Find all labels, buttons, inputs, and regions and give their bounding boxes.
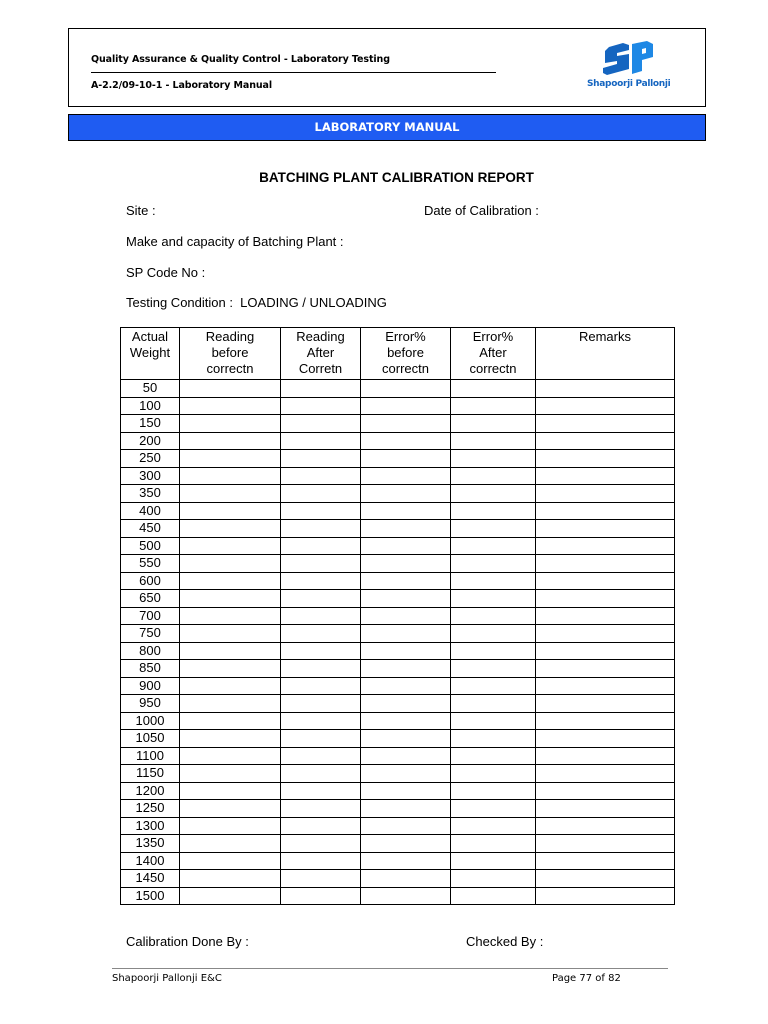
date-of-calibration-label: Date of Calibration : [424, 203, 539, 218]
entry-cell[interactable] [536, 642, 675, 660]
entry-cell[interactable] [451, 852, 536, 870]
entry-cell[interactable] [536, 572, 675, 590]
entry-cell[interactable] [451, 677, 536, 695]
logo-wordmark: Shapoorji Pallonji [587, 79, 671, 89]
table-row [121, 397, 675, 415]
actual-weight-cell: 1200 [121, 782, 180, 800]
entry-cell[interactable] [361, 677, 451, 695]
entry-cell[interactable] [536, 817, 675, 835]
entry-cell[interactable] [361, 572, 451, 590]
actual-weight-cell: 200 [121, 432, 180, 450]
table-row [121, 747, 675, 765]
entry-cell[interactable] [536, 555, 675, 573]
entry-cell[interactable] [451, 432, 536, 450]
column-header-line: correctn [469, 361, 517, 376]
entry-cell[interactable] [361, 852, 451, 870]
entry-cell[interactable] [451, 415, 536, 433]
entry-cell[interactable] [361, 642, 451, 660]
actual-weight-cell: 1450 [121, 870, 180, 888]
entry-cell[interactable] [281, 537, 361, 555]
entry-cell[interactable] [281, 467, 361, 485]
entry-cell[interactable] [281, 380, 361, 398]
footer-page-number: Page 77 of 82 [552, 973, 621, 984]
actual-weight-cell: 400 [121, 502, 180, 520]
entry-cell[interactable] [180, 835, 281, 853]
table-row [121, 835, 675, 853]
entry-cell[interactable] [281, 625, 361, 643]
table-row [121, 625, 675, 643]
actual-weight-cell: 700 [121, 607, 180, 625]
report-title: BATCHING PLANT CALIBRATION REPORT [259, 170, 534, 185]
entry-cell[interactable] [536, 870, 675, 888]
entry-cell[interactable] [536, 660, 675, 678]
entry-cell[interactable] [536, 677, 675, 695]
entry-cell[interactable] [451, 397, 536, 415]
column-header-line: Remarks [578, 329, 631, 344]
table-row [121, 467, 675, 485]
entry-cell[interactable] [451, 642, 536, 660]
table-row [121, 607, 675, 625]
entry-cell[interactable] [361, 537, 451, 555]
site-label: Site : [126, 203, 156, 218]
entry-cell[interactable] [451, 520, 536, 538]
column-header-line: Corretn [298, 361, 343, 376]
entry-cell[interactable] [361, 747, 451, 765]
entry-cell[interactable] [536, 835, 675, 853]
entry-cell[interactable] [180, 450, 281, 468]
entry-cell[interactable] [451, 450, 536, 468]
entry-cell[interactable] [281, 502, 361, 520]
column-header-line: Weight [129, 345, 171, 360]
entry-cell[interactable] [536, 782, 675, 800]
entry-cell[interactable] [180, 765, 281, 783]
actual-weight-cell: 650 [121, 590, 180, 608]
entry-cell[interactable] [451, 712, 536, 730]
entry-cell[interactable] [536, 887, 675, 905]
entry-cell[interactable] [361, 432, 451, 450]
entry-cell[interactable] [361, 520, 451, 538]
entry-cell[interactable] [281, 800, 361, 818]
entry-cell[interactable] [180, 520, 281, 538]
actual-weight-cell: 150 [121, 415, 180, 433]
entry-cell[interactable] [281, 397, 361, 415]
entry-cell[interactable] [451, 800, 536, 818]
actual-weight-cell: 1250 [121, 800, 180, 818]
entry-cell[interactable] [536, 520, 675, 538]
actual-weight-cell: 300 [121, 467, 180, 485]
actual-weight-cell: 250 [121, 450, 180, 468]
entry-cell[interactable] [536, 450, 675, 468]
entry-cell[interactable] [281, 642, 361, 660]
column-header-line: After [479, 345, 507, 360]
entry-cell[interactable] [180, 677, 281, 695]
entry-cell[interactable] [536, 800, 675, 818]
entry-cell[interactable] [451, 747, 536, 765]
table-row [121, 782, 675, 800]
entry-cell[interactable] [536, 380, 675, 398]
entry-cell[interactable] [536, 730, 675, 748]
entry-cell[interactable] [361, 467, 451, 485]
entry-cell[interactable] [180, 800, 281, 818]
testing-condition-label: Testing Condition : LOADING / UNLOADING [126, 295, 387, 310]
entry-cell[interactable] [361, 800, 451, 818]
entry-cell[interactable] [536, 485, 675, 503]
entry-cell[interactable] [361, 660, 451, 678]
table-row [121, 817, 675, 835]
entry-cell[interactable] [451, 502, 536, 520]
entry-cell[interactable] [281, 695, 361, 713]
table-row [121, 730, 675, 748]
entry-cell[interactable] [361, 555, 451, 573]
entry-cell[interactable] [281, 870, 361, 888]
actual-weight-cell: 350 [121, 485, 180, 503]
entry-cell[interactable] [180, 642, 281, 660]
entry-cell[interactable] [180, 590, 281, 608]
entry-cell[interactable] [180, 537, 281, 555]
column-header-line: Reading [296, 329, 345, 344]
entry-cell[interactable] [281, 817, 361, 835]
table-row [121, 852, 675, 870]
entry-cell[interactable] [451, 835, 536, 853]
table-row [121, 432, 675, 450]
entry-cell[interactable] [536, 765, 675, 783]
entry-cell[interactable] [361, 397, 451, 415]
actual-weight-cell: 1300 [121, 817, 180, 835]
entry-cell[interactable] [180, 852, 281, 870]
actual-weight-cell: 1000 [121, 712, 180, 730]
sp-logo-icon [587, 41, 669, 81]
entry-cell[interactable] [361, 502, 451, 520]
header-title: Quality Assurance & Quality Control - Laboratory Testing [91, 54, 390, 65]
entry-cell[interactable] [180, 415, 281, 433]
table-row [121, 590, 675, 608]
actual-weight-cell: 1500 [121, 887, 180, 905]
entry-cell[interactable] [536, 502, 675, 520]
entry-cell[interactable] [281, 765, 361, 783]
entry-cell[interactable] [281, 485, 361, 503]
entry-cell[interactable] [361, 415, 451, 433]
entry-cell[interactable] [180, 625, 281, 643]
actual-weight-cell: 100 [121, 397, 180, 415]
table-row [121, 415, 675, 433]
entry-cell[interactable] [180, 502, 281, 520]
entry-cell[interactable] [361, 765, 451, 783]
column-header-line: correctn [206, 361, 254, 376]
entry-cell[interactable] [281, 450, 361, 468]
entry-cell[interactable] [180, 380, 281, 398]
entry-cell[interactable] [361, 887, 451, 905]
actual-weight-cell: 1350 [121, 835, 180, 853]
entry-cell[interactable] [451, 625, 536, 643]
entry-cell[interactable] [180, 817, 281, 835]
entry-cell[interactable] [536, 607, 675, 625]
entry-cell[interactable] [180, 555, 281, 573]
column-header-line: Actual [131, 329, 169, 344]
entry-cell[interactable] [281, 782, 361, 800]
entry-cell[interactable] [361, 625, 451, 643]
entry-cell[interactable] [281, 520, 361, 538]
entry-cell[interactable] [281, 590, 361, 608]
column-header [121, 328, 180, 380]
table-header-row [121, 328, 675, 380]
entry-cell[interactable] [180, 695, 281, 713]
entry-cell[interactable] [180, 887, 281, 905]
entry-cell[interactable] [361, 870, 451, 888]
table-row [121, 555, 675, 573]
entry-cell[interactable] [451, 555, 536, 573]
document-header [68, 28, 706, 107]
entry-cell[interactable] [361, 817, 451, 835]
actual-weight-cell: 1050 [121, 730, 180, 748]
entry-cell[interactable] [536, 625, 675, 643]
column-header-line: before [211, 345, 249, 360]
make-capacity-label: Make and capacity of Batching Plant : [126, 234, 344, 249]
table-row [121, 800, 675, 818]
column-header-line: correctn [382, 361, 429, 376]
entry-cell[interactable] [536, 537, 675, 555]
entry-cell[interactable] [536, 467, 675, 485]
actual-weight-cell: 550 [121, 555, 180, 573]
entry-cell[interactable] [180, 870, 281, 888]
header-divider [91, 72, 496, 73]
table-row [121, 712, 675, 730]
table-row [121, 485, 675, 503]
actual-weight-cell: 1400 [121, 852, 180, 870]
entry-cell[interactable] [281, 572, 361, 590]
actual-weight-cell: 1150 [121, 765, 180, 783]
entry-cell[interactable] [281, 887, 361, 905]
footer-company: Shapoorji Pallonji E&C [112, 973, 222, 984]
actual-weight-cell: 750 [121, 625, 180, 643]
actual-weight-cell: 900 [121, 677, 180, 695]
calibration-table [120, 327, 675, 905]
entry-cell[interactable] [451, 887, 536, 905]
actual-weight-cell: 950 [121, 695, 180, 713]
entry-cell[interactable] [451, 537, 536, 555]
entry-cell[interactable] [361, 607, 451, 625]
table-row [121, 642, 675, 660]
entry-cell[interactable] [451, 572, 536, 590]
entry-cell[interactable] [281, 607, 361, 625]
entry-cell[interactable] [361, 485, 451, 503]
entry-cell[interactable] [281, 747, 361, 765]
column-header [536, 328, 675, 380]
entry-cell[interactable] [281, 852, 361, 870]
entry-cell[interactable] [536, 432, 675, 450]
actual-weight-cell: 1100 [121, 747, 180, 765]
header-document-code: A-2.2/09-10-1 - Laboratory Manual [91, 80, 272, 91]
entry-cell[interactable] [451, 817, 536, 835]
actual-weight-cell: 50 [121, 380, 180, 398]
entry-cell[interactable] [536, 747, 675, 765]
section-banner: LABORATORY MANUAL [68, 114, 706, 141]
entry-cell[interactable] [180, 730, 281, 748]
entry-cell[interactable] [281, 415, 361, 433]
entry-cell[interactable] [536, 695, 675, 713]
entry-cell[interactable] [451, 730, 536, 748]
sp-code-label: SP Code No : [126, 265, 206, 280]
entry-cell[interactable] [281, 677, 361, 695]
entry-cell[interactable] [281, 835, 361, 853]
table-row [121, 765, 675, 783]
table-body [121, 380, 675, 905]
company-logo [587, 41, 669, 93]
entry-cell[interactable] [180, 660, 281, 678]
table-row [121, 520, 675, 538]
entry-cell[interactable] [451, 607, 536, 625]
entry-cell[interactable] [281, 730, 361, 748]
checked-by-label: Checked By : [466, 934, 544, 949]
entry-cell[interactable] [361, 695, 451, 713]
entry-cell[interactable] [361, 380, 451, 398]
entry-cell[interactable] [180, 747, 281, 765]
actual-weight-cell: 500 [121, 537, 180, 555]
table-row [121, 537, 675, 555]
entry-cell[interactable] [451, 590, 536, 608]
entry-cell[interactable] [180, 397, 281, 415]
calibration-done-by-label: Calibration Done By : [126, 934, 249, 949]
entry-cell[interactable] [361, 730, 451, 748]
entry-cell[interactable] [536, 415, 675, 433]
table-row [121, 450, 675, 468]
footer-divider [112, 968, 668, 969]
column-header-line: before [387, 345, 424, 360]
actual-weight-cell: 600 [121, 572, 180, 590]
entry-cell[interactable] [180, 572, 281, 590]
entry-cell[interactable] [536, 852, 675, 870]
entry-cell[interactable] [180, 782, 281, 800]
entry-cell[interactable] [451, 765, 536, 783]
entry-cell[interactable] [361, 782, 451, 800]
entry-cell[interactable] [361, 712, 451, 730]
actual-weight-cell: 450 [121, 520, 180, 538]
column-header-line: Error% [472, 329, 514, 344]
entry-cell[interactable] [451, 467, 536, 485]
entry-cell[interactable] [451, 485, 536, 503]
entry-cell[interactable] [536, 397, 675, 415]
table-row [121, 677, 675, 695]
column-header-line: After [306, 345, 335, 360]
entry-cell[interactable] [536, 590, 675, 608]
entry-cell[interactable] [536, 712, 675, 730]
entry-cell[interactable] [451, 782, 536, 800]
entry-cell[interactable] [180, 485, 281, 503]
entry-cell[interactable] [361, 590, 451, 608]
entry-cell[interactable] [361, 835, 451, 853]
entry-cell[interactable] [451, 695, 536, 713]
entry-cell[interactable] [180, 467, 281, 485]
table-row [121, 572, 675, 590]
actual-weight-cell: 800 [121, 642, 180, 660]
entry-cell[interactable] [180, 432, 281, 450]
entry-cell[interactable] [281, 712, 361, 730]
entry-cell[interactable] [180, 607, 281, 625]
entry-cell[interactable] [281, 432, 361, 450]
entry-cell[interactable] [180, 712, 281, 730]
entry-cell[interactable] [451, 380, 536, 398]
column-header-line: Reading [205, 329, 255, 344]
column-header [361, 328, 451, 380]
actual-weight-cell: 850 [121, 660, 180, 678]
column-header-line: Error% [385, 329, 426, 344]
table-row [121, 660, 675, 678]
entry-cell[interactable] [451, 870, 536, 888]
table-row [121, 695, 675, 713]
column-header [281, 328, 361, 380]
column-header [180, 328, 281, 380]
entry-cell[interactable] [281, 660, 361, 678]
table-row [121, 380, 675, 398]
table-row [121, 887, 675, 905]
table-row [121, 502, 675, 520]
entry-cell[interactable] [451, 660, 536, 678]
table-row [121, 870, 675, 888]
entry-cell[interactable] [281, 555, 361, 573]
entry-cell[interactable] [361, 450, 451, 468]
column-header [451, 328, 536, 380]
